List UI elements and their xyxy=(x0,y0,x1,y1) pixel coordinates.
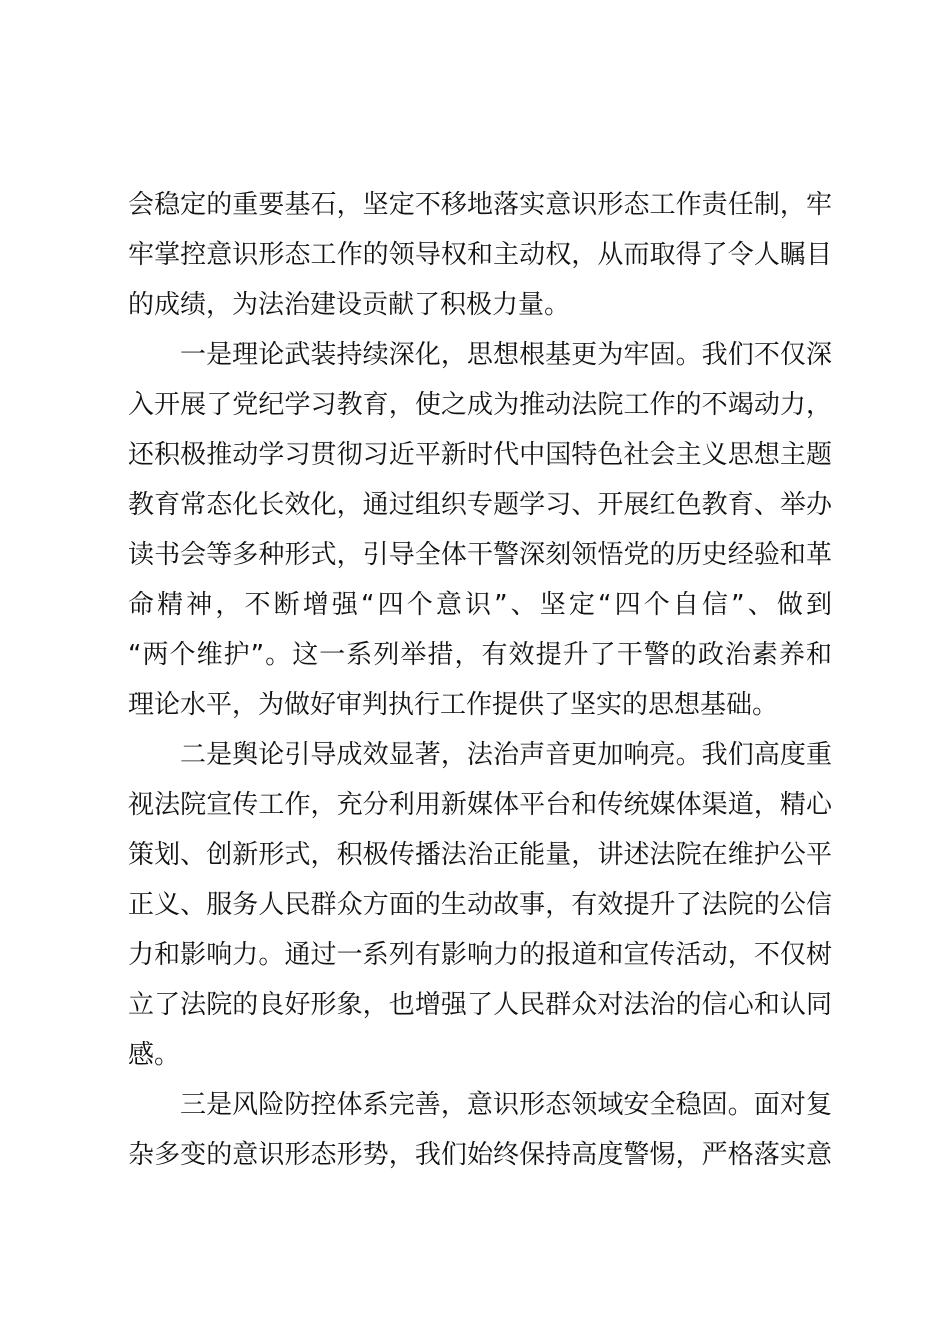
text-line: 杂多变的意识形态形势，我们始终保持高度警惕，严格落实意 xyxy=(128,1140,832,1170)
text-line: 入开展了党纪学习教育，使之成为推动法院工作的不竭动力， xyxy=(128,390,832,420)
text-line: 的成绩，为法治建设贡献了积极力量。 xyxy=(128,290,571,320)
document-body xyxy=(128,180,832,1180)
text-line: 策划、创新形式，积极传播法治正能量，讲述法院在维护公平 xyxy=(128,840,832,870)
text-line: 视法院宣传工作，充分利用新媒体平台和传统媒体渠道，精心 xyxy=(128,790,832,820)
text-line: 教育常态化长效化，通过组织专题学习、开展红色教育、举办 xyxy=(128,490,832,520)
text-line: 感。 xyxy=(128,1040,181,1070)
text-line: 读书会等多种形式，引导全体干警深刻领悟党的历史经验和革 xyxy=(128,540,832,570)
paragraph-first-line: 一是理论武装持续深化，思想根基更为牢固。我们不仅深 xyxy=(180,340,832,370)
text-line: 会稳定的重要基石，坚定不移地落实意识形态工作责任制，牢 xyxy=(128,190,832,220)
text-line: 正义、服务人民群众方面的生动故事，有效提升了法院的公信 xyxy=(128,890,832,920)
paragraph-first-line: 三是风险防控体系完善，意识形态领域安全稳固。面对复 xyxy=(180,1090,832,1120)
text-line: 命精神，不断增强“四个意识”、坚定“四个自信”、做到 xyxy=(128,590,832,620)
text-line: “两个维护”。这一系列举措，有效提升了干警的政治素养和 xyxy=(128,640,832,670)
text-line: 牢掌控意识形态工作的领导权和主动权，从而取得了令人瞩目 xyxy=(128,240,832,270)
text-line: 力和影响力。通过一系列有影响力的报道和宣传活动，不仅树 xyxy=(128,940,832,970)
text-line: 理论水平，为做好审判执行工作提供了坚实的思想基础。 xyxy=(128,690,779,720)
text-line: 还积极推动学习贯彻习近平新时代中国特色社会主义思想主题 xyxy=(128,440,832,470)
paragraph-first-line: 二是舆论引导成效显著，法治声音更加响亮。我们高度重 xyxy=(180,740,832,770)
text-line: 立了法院的良好形象，也增强了人民群众对法治的信心和认同 xyxy=(128,990,832,1020)
